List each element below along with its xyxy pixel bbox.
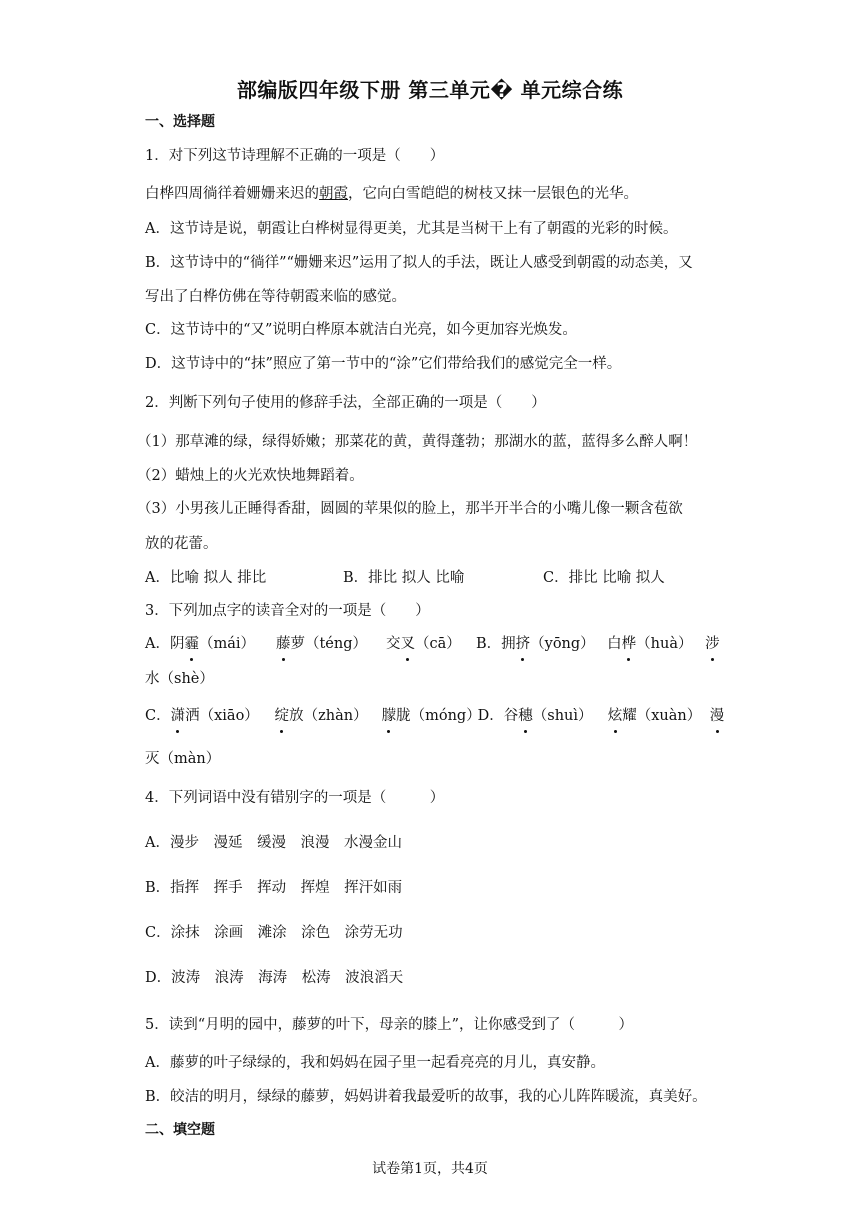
section-heading-choice: 一、选择题 [145, 114, 215, 130]
q5-option-a: A．藤萝的叶子绿绿的，我和妈妈在园子里一起看亮亮的月儿，真安静。 [145, 1055, 605, 1071]
q3-row1-wrap: 水（shè） [145, 671, 214, 687]
q1-poem-underlined: 朝霞 [319, 186, 348, 202]
q1-option-b-line1: B．这节诗中的“徜徉”“姗姗来迟”运用了拟人的手法，既让人感受到朝霞的动态美，又 [145, 255, 693, 271]
q2-sentence-2: （2）蜡烛上的火光欢快地舞蹈着。 [137, 468, 364, 484]
q3-d-word3-first: 漫 [709, 708, 725, 724]
q4-stem: 4．下列词语中没有错别字的一项是（ ） [145, 790, 445, 806]
q3-stem: 3．下列加点字的读音全对的一项是（ ） [145, 603, 430, 619]
q4-option-a: A．漫步 漫延 缓漫 浪漫 水漫金山 [145, 835, 402, 851]
q3-c-word3: 朦胧（móng） [381, 708, 481, 724]
q5-option-b: B．皎洁的明月，绿绿的藤萝，妈妈讲着我最爱听的故事，我的心儿阵阵暖流，真美好。 [145, 1089, 707, 1105]
q3-a-word2: 藤萝（téng） [275, 636, 368, 652]
q3-row1 [145, 634, 720, 654]
q2-sentence-3-line2: 放的花蕾。 [145, 536, 218, 552]
page-footer: 试卷第1页，共4页 [372, 1161, 488, 1177]
q3-d-word1: 谷穗（shuì） [503, 708, 593, 724]
q1-option-c: C．这节诗中的“又”说明白桦原本就洁白光亮，如今更加容光焕发。 [145, 322, 577, 338]
q1-option-a: A．这节诗是说，朝霞让白桦树显得更美，尤其是当树干上有了朝霞的光彩的时候。 [145, 221, 678, 237]
q3-option-d-label: D． [477, 708, 504, 724]
q1-poem-part1: 白桦四周徜徉着姗姗来迟的 [145, 186, 319, 202]
q3-c-word1: 潇洒（xiāo） [170, 708, 259, 724]
q3-d-word2: 炫耀（xuàn） [607, 708, 702, 724]
q4-option-d: D．波涛 浪涛 海涛 松涛 波浪滔天 [145, 970, 404, 986]
q2-sentence-3-line1: （3）小男孩儿正睡得香甜，圆圆的苹果似的脸上，那半开半合的小嘴儿像一颗含苞欲 [137, 501, 683, 517]
q4-option-b: B．指挥 挥手 挥动 挥煌 挥汗如雨 [145, 880, 403, 896]
q1-option-b-line2: 写出了白桦仿佛在等待朝霞来临的感觉。 [145, 289, 406, 305]
q1-option-d: D．这节诗中的“抹”照应了第一节中的“涂”它们带给我们的感觉完全一样。 [145, 356, 622, 372]
q2-option-b: B．排比 拟人 比喻 [343, 570, 465, 586]
q1-stem: 1．对下列这节诗理解不正确的一项是（ ） [145, 148, 445, 164]
q2-stem: 2．判断下列句子使用的修辞手法，全部正确的一项是（ ） [145, 395, 546, 411]
q3-b-word2: 白桦（huà） [607, 636, 693, 652]
q3-option-c-label: C． [145, 708, 171, 724]
q3-a-word1: 阴霾（mái） [169, 636, 256, 652]
q3-row2 [145, 706, 724, 726]
q3-row2-wrap: 灭（màn） [145, 751, 221, 767]
q5-stem: 5．读到“月明的园中，藤萝的叶下，母亲的膝上”，让你感受到了（ ） [145, 1017, 634, 1033]
q3-option-a-label: A． [145, 636, 170, 652]
q1-poem [145, 184, 638, 204]
q2-options [145, 568, 665, 588]
q2-option-c: C．排比 比喻 拟人 [543, 570, 665, 586]
q3-option-b-label: B． [475, 636, 502, 652]
q3-c-word2: 绽放（zhàn） [274, 708, 368, 724]
section-heading-fill: 二、填空题 [145, 1122, 215, 1138]
q3-b-word3-first: 涉 [705, 636, 720, 652]
page-title: 部编版四年级下册 第三单元� 单元综合练 [236, 78, 624, 102]
q3-b-word1: 拥挤（yōng） [501, 636, 595, 652]
q4-option-c: C．涂抹 涂画 滩涂 涂色 涂劳无功 [145, 925, 403, 941]
q1-poem-part2: ，它向白雪皑皑的树枝又抹一层银色的光华。 [348, 186, 638, 202]
q2-option-a: A．比喻 拟人 排比 [145, 570, 267, 586]
q2-sentence-1: （1）那草滩的绿，绿得娇嫩；那菜花的黄，黄得蓬勃；那湖水的蓝，蓝得多么醉人啊！ [137, 434, 698, 450]
q3-a-word3: 交叉（cā） [385, 636, 461, 652]
